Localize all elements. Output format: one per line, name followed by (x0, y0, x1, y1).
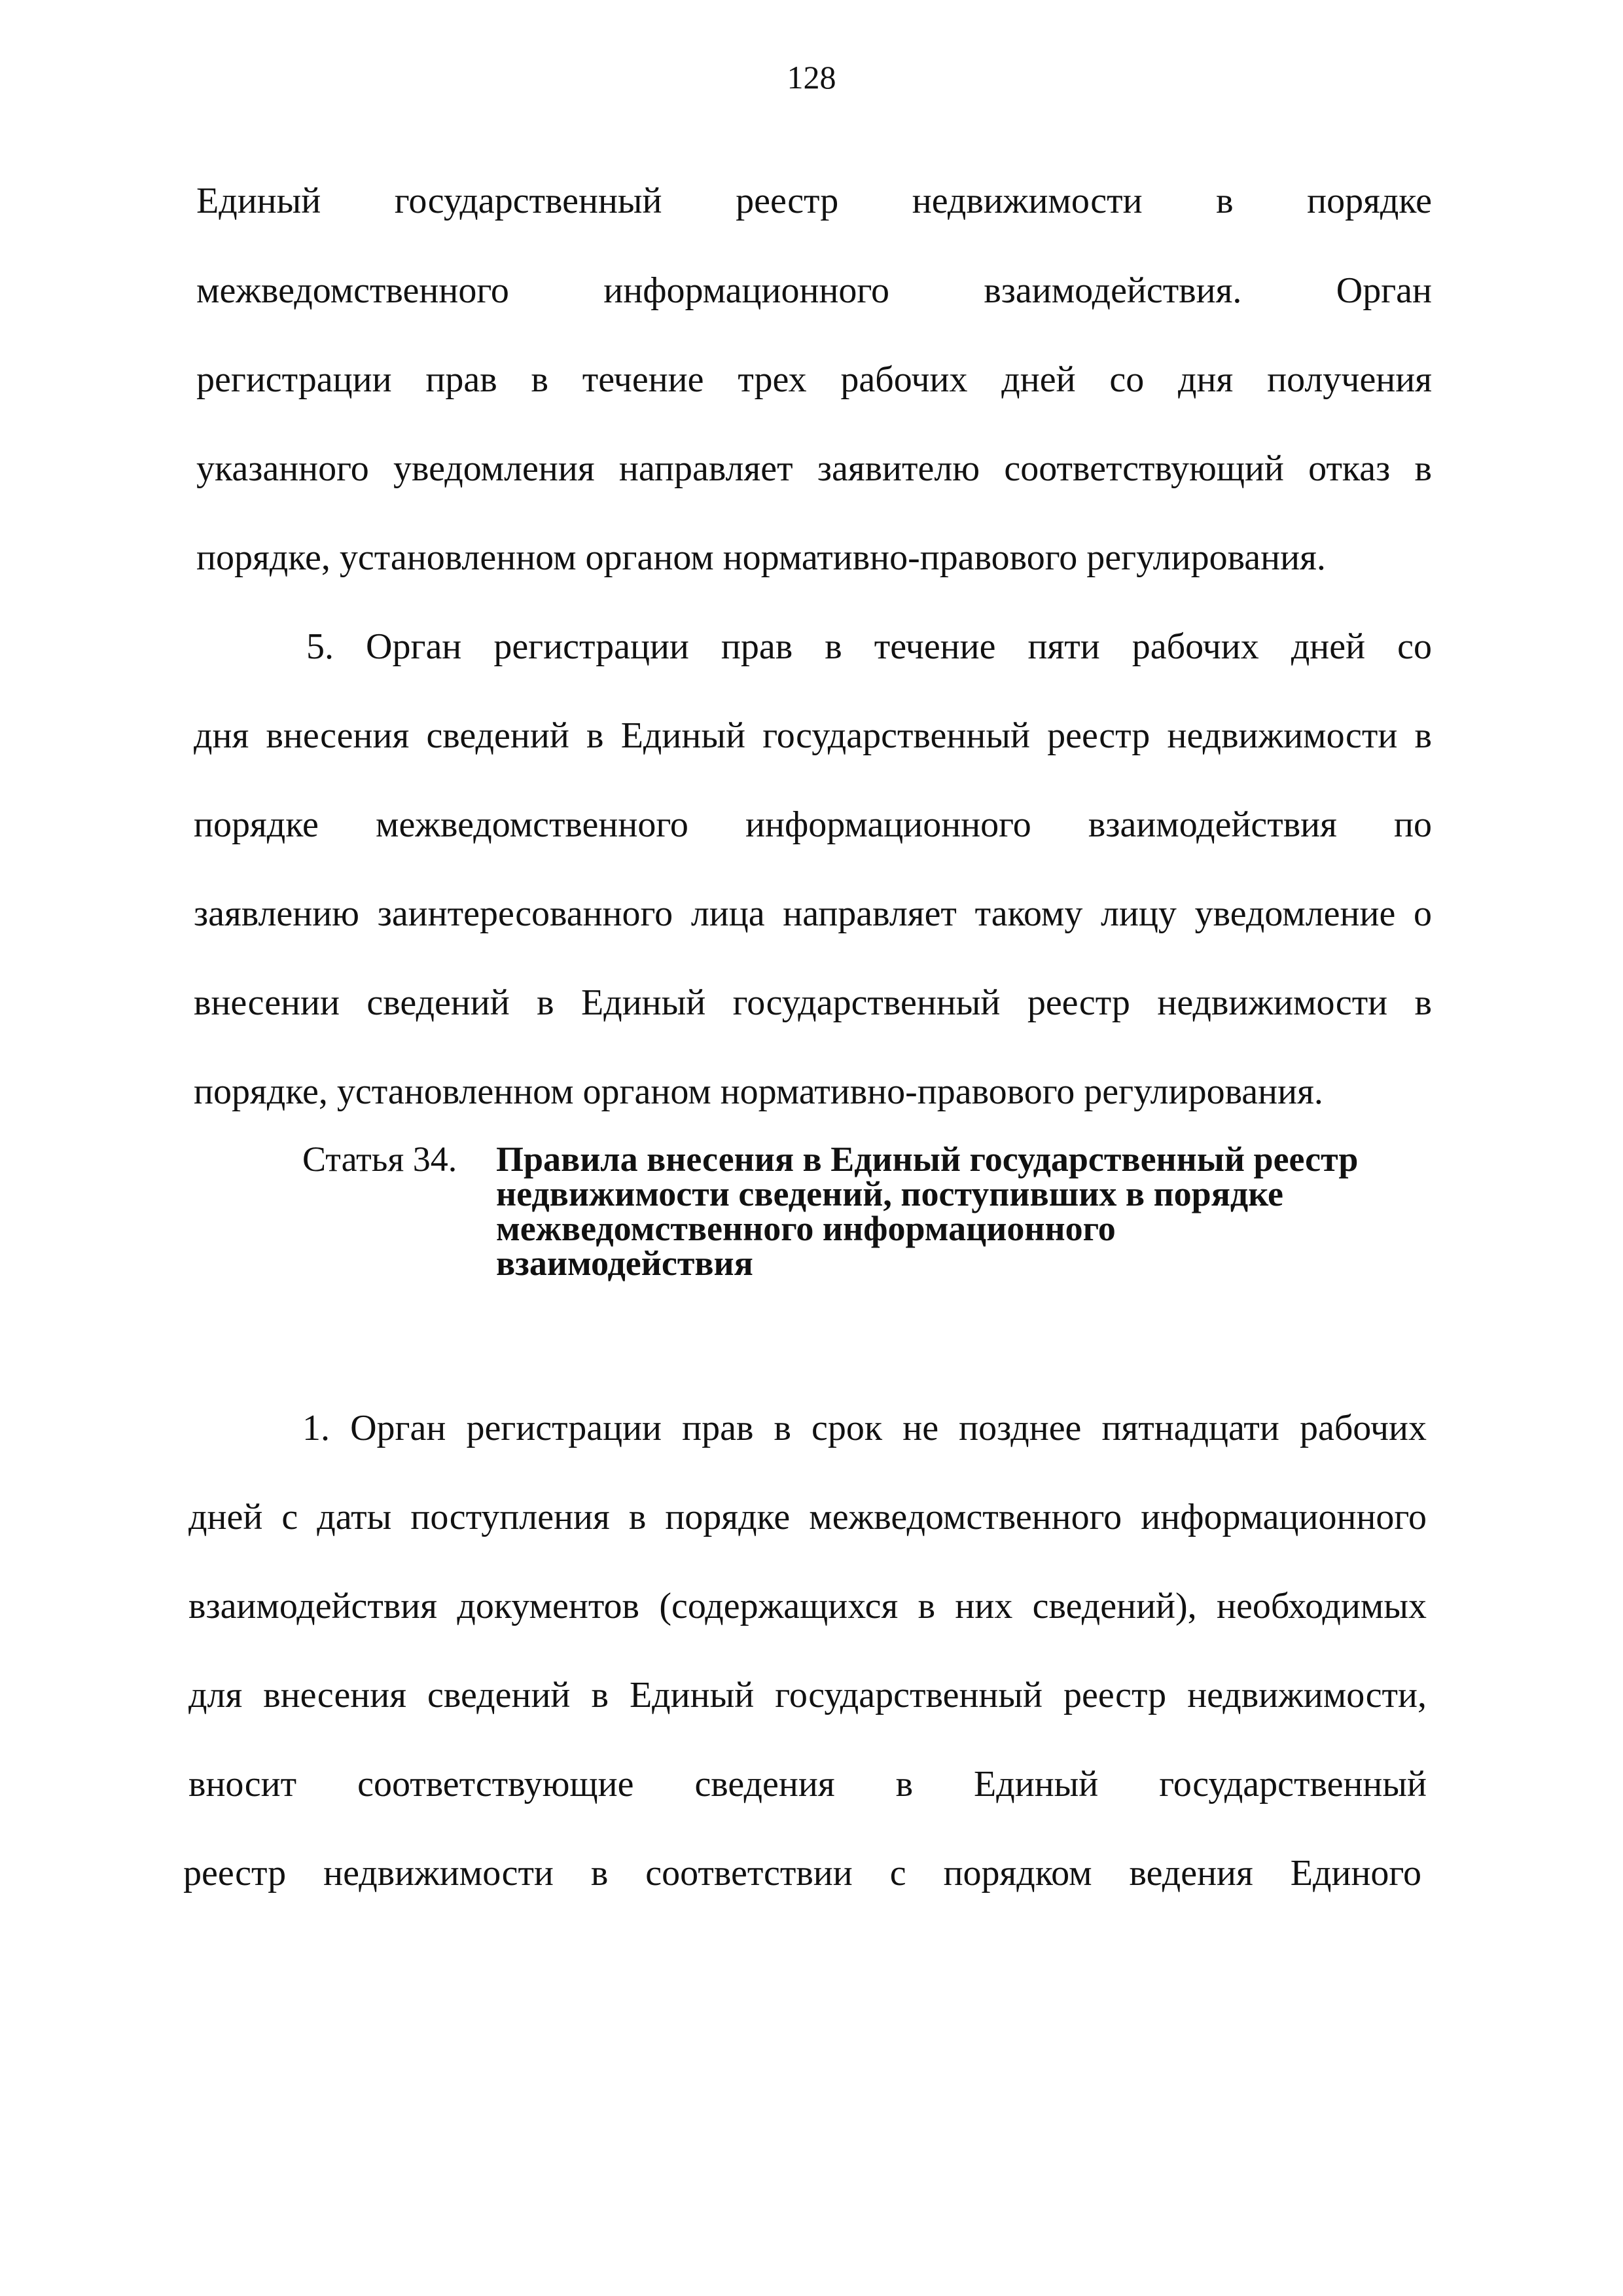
text-line: внесении сведений в Единый государственный реестр недвижимости в (194, 982, 1432, 1023)
text-line: порядке межведомственного информационного взаимодействия по (194, 804, 1432, 845)
article-title-line: межведомственного информационного (496, 1209, 1116, 1248)
text-line: дней с даты поступления в порядке межведомственного информационного (188, 1497, 1427, 1537)
text-line: вносит соответствующие сведения в Единый государственный (188, 1764, 1427, 1804)
text-line: Единый государственный реестр недвижимости в порядке (196, 181, 1432, 221)
text-line: заявлению заинтересованного лица направляет такому лицу уведомление о (194, 893, 1432, 934)
article-title (496, 1139, 1428, 1283)
text-line: указанного уведомления направляет заявителю соответствующий отказ в (196, 448, 1432, 489)
text-line: взаимодействия документов (содержащихся в них сведений), необходимых (188, 1586, 1427, 1626)
text-line: межведомственного информационного взаимодействия. Орган (196, 270, 1432, 311)
page-number: 128 (787, 59, 836, 96)
article-title-line: недвижимости сведений, поступивших в порядке (496, 1174, 1283, 1213)
article-title-line: Правила внесения в Единый государственный реестр (496, 1139, 1359, 1179)
text-line: порядке, установленном органом нормативно-правового регулирования. (194, 1071, 1323, 1112)
text-line: порядке, установленном органом нормативно-правового регулирования. (196, 537, 1326, 578)
text-line: 5. Орган регистрации прав в течение пяти рабочих дней со (306, 626, 1432, 667)
text-line: 1. Орган регистрации прав в срок не позднее пятнадцати рабочих (302, 1408, 1427, 1448)
text-line: реестр недвижимости в соответствии с порядком ведения Единого (183, 1853, 1421, 1893)
article-number: Статья 34. (302, 1139, 457, 1179)
text-line: дня внесения сведений в Единый государственный реестр недвижимости в (194, 715, 1432, 756)
text-line: регистрации прав в течение трех рабочих дней со дня получения (196, 359, 1432, 400)
article-title-line: взаимодействия (496, 1244, 753, 1283)
text-line: для внесения сведений в Единый государственный реестр недвижимости, (188, 1675, 1427, 1715)
